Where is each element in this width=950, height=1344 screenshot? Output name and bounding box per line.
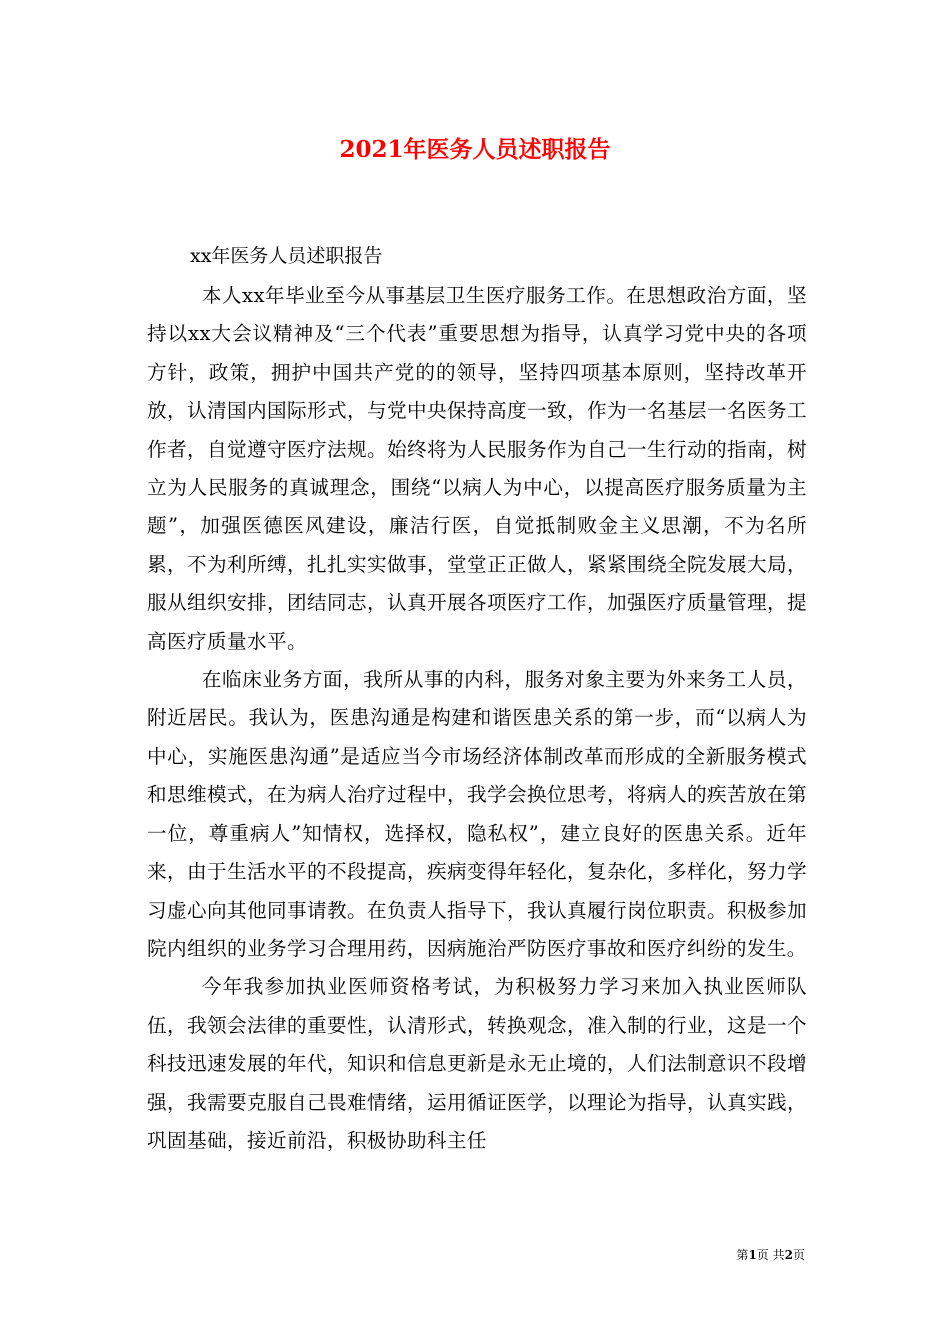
footer-suffix: 页 bbox=[792, 1248, 805, 1262]
paragraph-2: 在临床业务方面，我所从事的内科，服务对象主要为外来务工人员，附近居民。我认为，医患沟通是构建和谐医患关系的第一步，而“以病人为中心，实施医患沟通”是适应当今市场经济体制改革而形成的全新服务模式和思维模式，在为病人治疗过程中，我学会换位思考，将病人的疾苦放在第一位，尊重病人”知情权，选择权，隐私权”，建立良好的医患关系。近年来，由于生活水平的不段提高，疾病变得年轻化，复杂化，多样化，努力学习虚心向其他同事请教。在负责人指导下，我认真履行岗位职责。积极参加院内组织的业务学习合理用药，因病施治严防医疗事故和医疗纠纷的发生。 bbox=[147, 668, 807, 960]
paragraph-1: 本人xx年毕业至今从事基层卫生医疗服务工作。在思想政治方面，坚持以xx大会议精神及“三个代表”重要思想为指导，认真学习党中央的各项方针，政策，拥护中国共产党的的领导，坚持四项基本原则，坚持改革开放，认清国内国际形式，与党中央保持高度一致，作为一名基层一名医务工作者，自觉遵守医疗法规。始终将为人民服务作为自己一生行动的指南，树立为人民服务的真诚理念，围绕“以病人为中心，以提高医疗服务质量为主题”，加强医德医风建设，廉洁行医，自觉抵制败金主义思潮，不为名所累，不为利所缚，扎扎实实做事，堂堂正正做人，紧紧围绕全院发展大局，服从组织安排，团结同志，认真开展各项医疗工作，加强医疗质量管理，提高医疗质量水平。 bbox=[147, 284, 807, 653]
page-number-footer bbox=[736, 1246, 805, 1264]
paragraph-3: 今年我参加执业医师资格考试，为积极努力学习来加入执业医师队伍，我领会法律的重要性，认清形式，转换观念，准入制的行业，这是一个科技迅速发展的年代，知识和信息更新是永无止境的，人们法制意识不段增强，我需要克服自己畏难情绪，运用循证医学，以理论为指导，认真实践，巩固基础，接近前沿，积极协助科主任 bbox=[147, 975, 807, 1152]
footer-total-pages: 2 bbox=[784, 1248, 793, 1262]
document-subtitle: xx年医务人员述职报告 bbox=[190, 245, 383, 267]
footer-middle: 页 共 bbox=[756, 1248, 785, 1262]
page-title: 2021年医务人员述职报告 bbox=[339, 136, 611, 163]
footer-prefix: 第 bbox=[736, 1248, 749, 1262]
document-body bbox=[147, 277, 807, 1160]
footer-current-page: 1 bbox=[748, 1248, 757, 1262]
